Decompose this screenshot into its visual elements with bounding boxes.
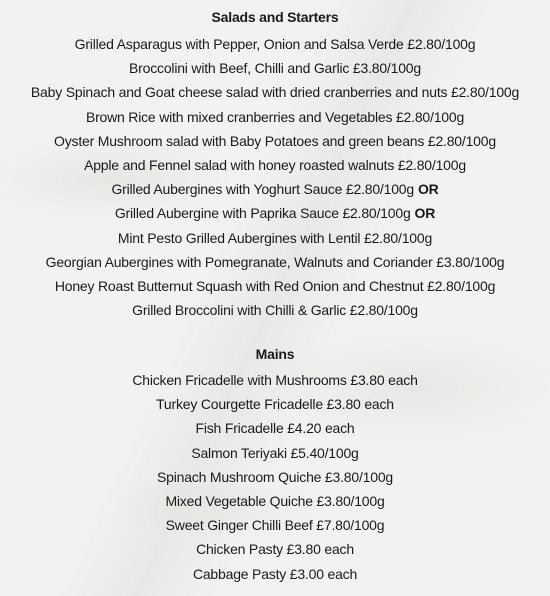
- menu-item: [0, 177, 550, 201]
- menu-item-text: Oyster Mushroom salad with Baby Potatoes and green beans £2.80/100g: [54, 132, 496, 149]
- menu-item-text: Brown Rice with mixed cranberries and Vegetables £2.80/100g: [85, 108, 465, 125]
- menu-item-text: Chicken Fricadelle with Mushrooms £3.80 each: [132, 372, 418, 388]
- menu-item-text: Chicken Pasty £3.80 each: [196, 541, 354, 558]
- menu-item: [0, 32, 550, 56]
- menu-item: [0, 56, 550, 80]
- menu-item: [0, 250, 550, 274]
- menu-item-text: Fish Fricadelle £4.20 each: [195, 420, 355, 437]
- menu-item-text: Baby Spinach and Goat cheese salad with dried cranberries and nuts £2.80/100g: [30, 84, 520, 101]
- menu-item: [0, 226, 550, 250]
- menu-item-text: Mint Pesto Grilled Aubergines with Lentil £2.80/100g: [117, 229, 433, 246]
- menu-item: [0, 80, 550, 104]
- menu-item: [0, 562, 550, 586]
- menu-item-text: Salmon Teriyaki £5.40/100g: [191, 444, 359, 461]
- menu-item: [0, 153, 550, 177]
- menu-item: [0, 298, 550, 322]
- menu-item: [0, 465, 550, 489]
- mains-list: [0, 368, 550, 586]
- menu-item: [0, 513, 550, 537]
- menu-item-text: Grilled Broccolini with Chilli & Garlic £2.80/100g: [132, 302, 418, 319]
- menu-item-text: Broccolini with Beef, Chilli and Garlic £3.80/100g: [129, 60, 421, 77]
- menu-item: [0, 392, 550, 416]
- salads-list: [0, 32, 550, 322]
- menu-item-text: Georgian Aubergines with Pomegranate, Walnuts and Coriander £3.80/100g: [45, 253, 505, 270]
- menu-item: [0, 441, 550, 465]
- menu-item-text: Turkey Courgette Fricadelle £3.80 each: [156, 396, 394, 413]
- menu-item: [0, 274, 550, 298]
- menu-item-text: Spinach Mushroom Quiche £3.80/100g: [156, 468, 394, 485]
- menu-item-text: Grilled Aubergines with Yoghurt Sauce £2.80/100g: [111, 181, 414, 198]
- section-heading-mains: Mains: [255, 346, 295, 362]
- menu-item-text: Honey Roast Butternut Squash with Red Onion and Chestnut £2.80/100g: [54, 277, 496, 294]
- menu-item: [0, 368, 550, 392]
- or-label: OR: [417, 181, 439, 198]
- menu-item: [0, 489, 550, 513]
- menu-item: [0, 129, 550, 153]
- mains-section: [0, 343, 550, 586]
- salads-section: [0, 6, 550, 322]
- menu-item: [0, 105, 550, 129]
- section-heading-salads: Salads and Starters: [211, 9, 339, 25]
- menu-item-text: Cabbage Pasty £3.00 each: [192, 565, 358, 582]
- menu-item-text: Mixed Vegetable Quiche £3.80/100g: [165, 492, 385, 509]
- menu-item-text: Grilled Asparagus with Pepper, Onion and Salsa Verde £2.80/100g: [74, 36, 476, 52]
- menu-item: [0, 201, 550, 225]
- menu-item-text: Apple and Fennel salad with honey roasted walnuts £2.80/100g: [84, 156, 466, 173]
- menu-item-text: Grilled Aubergine with Paprika Sauce £2.80/100g: [114, 205, 411, 222]
- menu-item: [0, 416, 550, 440]
- menu-item: [0, 537, 550, 561]
- or-label: OR: [414, 205, 436, 222]
- menu-item-text: Sweet Ginger Chilli Beef £7.80/100g: [165, 517, 385, 534]
